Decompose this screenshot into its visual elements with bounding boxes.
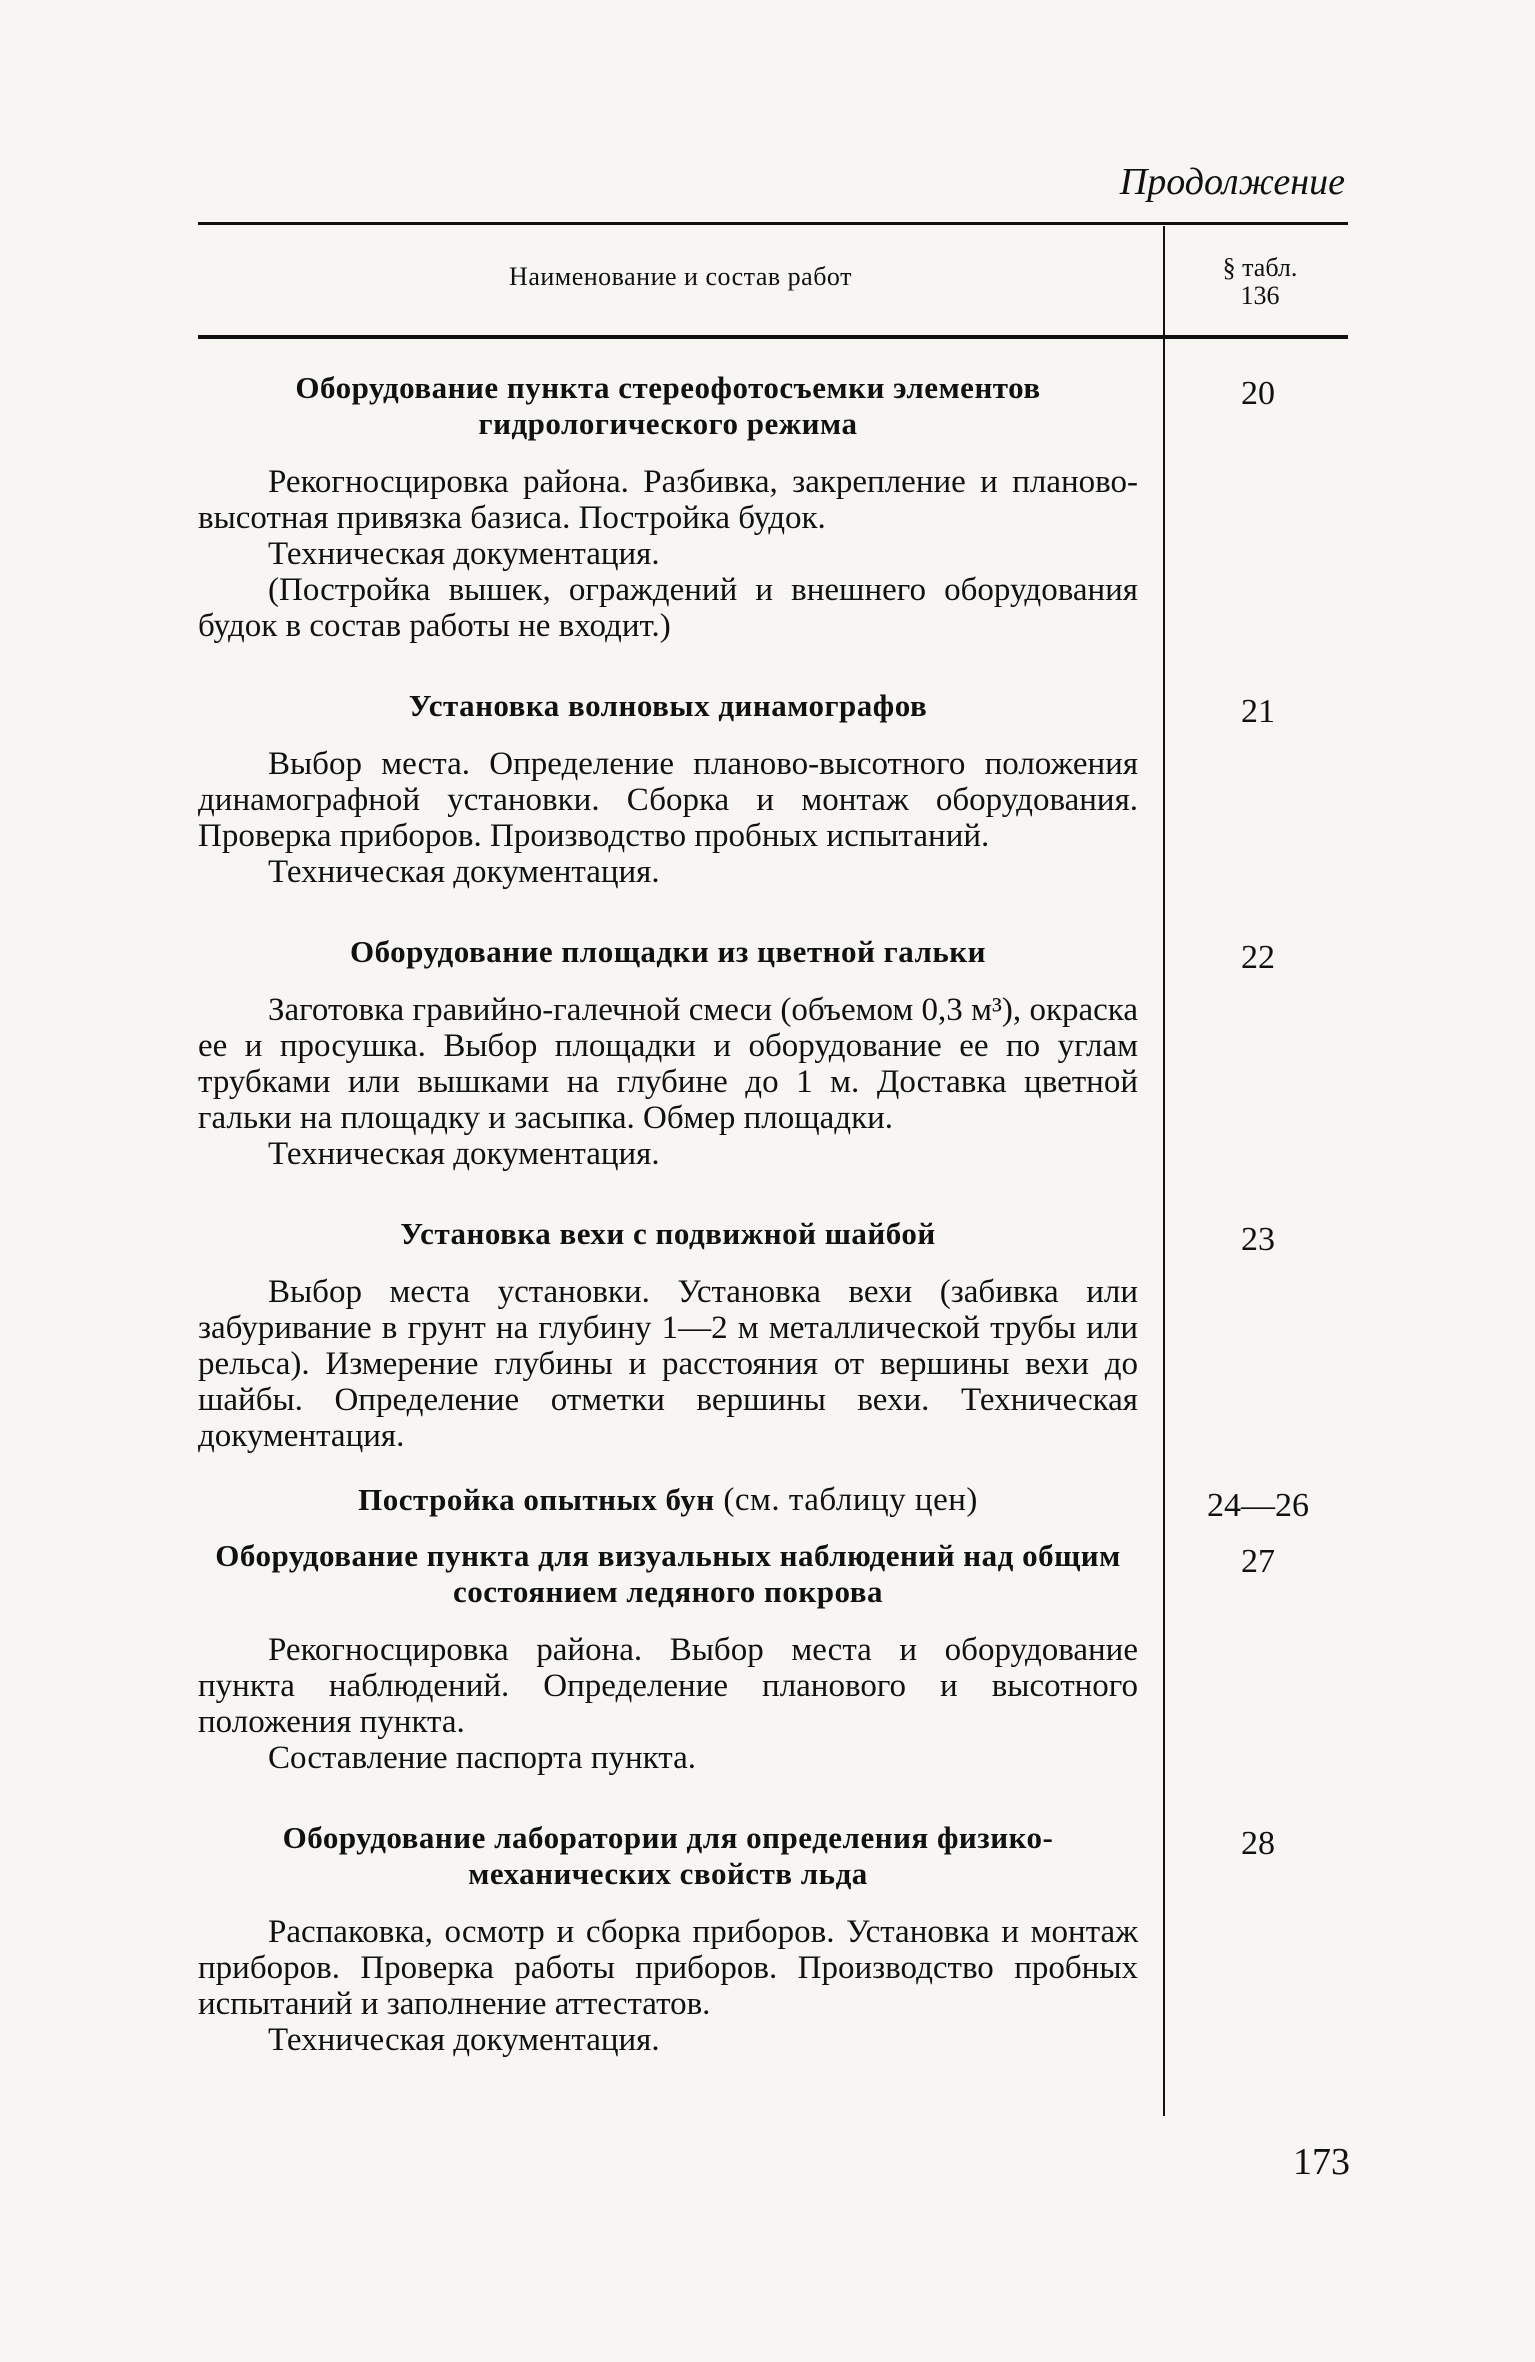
section-ref: 22 — [1241, 939, 1275, 976]
section-title: Установка вехи с подвижной шайбой — [400, 1216, 936, 1251]
section-ref: 21 — [1241, 693, 1275, 730]
table-top-rule — [198, 222, 1348, 225]
column-header-ref-line1: § табл. — [1222, 253, 1298, 282]
page-number: 173 — [1293, 2141, 1350, 2183]
table-row — [198, 688, 1358, 890]
table-row — [198, 934, 1358, 1172]
section-text-2: Техническая документация. — [268, 2022, 660, 2058]
section-ref: 20 — [1241, 375, 1275, 412]
section-text: Рекогносцировка района. Разбивка, закрепление и планово-высотная привязка базиса. Постройка будок. — [198, 464, 1138, 536]
section-ref: 28 — [1241, 1825, 1275, 1862]
continuation-label: Продолжение — [1119, 161, 1345, 203]
section-text-2: Техническая документация. — [268, 536, 660, 572]
section-title: Оборудование пункта для визуальных наблюдений над общим состоянием ледяного покрова — [215, 1538, 1121, 1609]
header-bottom-rule — [198, 335, 1348, 339]
section-title: Оборудование пункта стереофотосъемки элементов гидрологического режима — [295, 370, 1041, 441]
section-text: Распаковка, осмотр и сборка приборов. Установка и монтаж приборов. Проверка работы приборов. Производство пробных испытаний и заполнение аттестатов. — [198, 1914, 1138, 2022]
table-row — [198, 1820, 1358, 2058]
section-text-2: Составление паспорта пункта. — [268, 1740, 696, 1776]
section-title: Оборудование площадки из цветной гальки — [349, 934, 987, 969]
section-text: Заготовка гравийно-галечной смеси (объемом 0,3 м³), окраска ее и просушка. Выбор площадки и оборудование ее по углам трубками или вышками на глубине до 1 м. Доставка цветной гальки на площадку и засыпка. Обмер площадки. — [198, 992, 1138, 1136]
section-text-2: Техническая документация. — [268, 854, 660, 890]
column-header-ref-line2: 136 — [1240, 281, 1280, 310]
table-row — [198, 370, 1358, 644]
section-text: Выбор места. Определение планово-высотного положения динамографной установки. Сборка и монтаж оборудования. Проверка приборов. Производство пробных испытаний. — [198, 746, 1138, 854]
section-text-2: Техническая документация. — [268, 1136, 660, 1172]
table-row — [198, 1482, 1358, 1524]
section-text: Рекогносцировка района. Выбор места и оборудование пункта наблюдений. Определение планового и высотного положения пункта. — [198, 1632, 1138, 1740]
section-ref: 24—26 — [1207, 1487, 1309, 1524]
section-title-suffix: (см. таблицу цен) — [714, 1482, 978, 1518]
table-row — [198, 1538, 1358, 1776]
column-header-ref — [1165, 254, 1355, 310]
section-ref: 27 — [1241, 1543, 1275, 1580]
section-text: Выбор места установки. Установка вехи (забивка или забуривание в грунт на глубину 1—2 м металлической трубы или рельса). Измерение глубины и расстояния от вершины вехи до шайбы. Определение отметки вершины вехи. Техническая документация. — [198, 1274, 1138, 1454]
table-body — [198, 370, 1358, 2058]
section-text-3: (Постройка вышек, ограждений и внешнего оборудования будок в состав работы не входит.) — [198, 572, 1138, 644]
column-header-name: Наименование и состав работ — [509, 262, 852, 291]
section-title: Установка волновых динамографов — [408, 688, 928, 723]
section-ref: 23 — [1241, 1221, 1275, 1258]
table-row — [198, 1216, 1358, 1454]
section-title — [198, 1482, 1138, 1518]
section-title: Оборудование лаборатории для определения физико-механических свойств льда — [282, 1820, 1054, 1891]
section-title-bold: Постройка опытных бун — [358, 1482, 715, 1517]
